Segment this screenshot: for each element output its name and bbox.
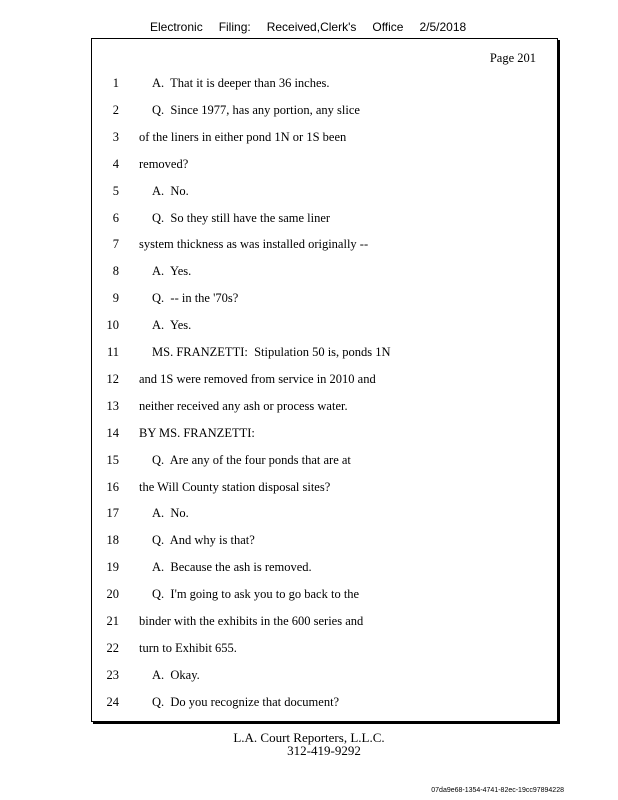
line-number: 5 [112,183,119,198]
line-number: 17 [106,506,119,521]
transcript-line: Q. Are any of the four ponds that are at [152,452,351,467]
filing-date: 2/5/2018 [419,20,467,34]
transcript-line: A. Because the ash is removed. [152,560,312,575]
transcript-line: A. Okay. [152,667,200,682]
reporter-footer [0,731,618,757]
transcript-line: Q. And why is that? [152,533,255,548]
transcript-line: binder with the exhibits in the 600 series and [139,614,364,628]
transcript-line: A. Yes. [152,264,192,279]
line-number: 18 [106,533,119,548]
transcript-line: Q. Do you recognize that document? [152,694,340,709]
line-number: 19 [106,560,119,575]
transcript-line: Q. So they still have the same liner [152,210,331,225]
transcript-line: of the liners in either pond 1N or 1S been [139,129,347,144]
transcript-line: turn to Exhibit 655. [139,640,237,655]
line-number: 7 [112,237,119,252]
filing-label-filing: Filing: [218,20,251,34]
line-number: 22 [106,640,119,655]
filing-label-received: Received,Clerk's [266,20,357,34]
line-number: 1 [112,76,119,90]
page-number: Page 201 [489,51,536,65]
transcript-line: MS. FRANZETTI: Stipulation 50 is, ponds 1N [152,345,391,359]
line-number: 3 [112,129,119,144]
line-number: 16 [106,479,119,494]
line-number: 14 [106,425,119,440]
transcript-line: A. No. [152,183,189,198]
line-number: 6 [112,210,119,225]
transcript-line: Q. Since 1977, has any portion, any slice [152,102,360,117]
filing-label-electronic: Electronic [150,20,203,34]
transcript-line: Q. I'm going to ask you to go back to the [152,587,360,602]
transcript-page-frame [91,38,558,722]
line-number: 11 [106,345,119,359]
electronic-filing-stamp [150,20,482,34]
line-number: 24 [106,694,119,709]
transcript-line: neither received any ash or process water. [139,398,348,413]
line-number: 8 [112,264,119,279]
line-number: 12 [106,371,119,386]
line-number: 10 [106,318,119,333]
line-number: 23 [106,667,119,682]
transcript-line: BY MS. FRANZETTI: [139,425,255,440]
transcript-line: Q. -- in the '70s? [152,291,239,306]
line-number: 13 [106,398,119,413]
line-number: 21 [106,614,119,628]
line-number: 4 [112,156,119,171]
transcript-line: A. That it is deeper than 36 inches. [152,76,330,90]
reporter-company: L.A. Court Reporters, L.L.C. [233,730,385,745]
transcript-line: A. No. [152,506,189,521]
line-number: 15 [106,452,119,467]
filing-label-office: Office [372,20,404,34]
reporter-phone: 312-419-9292 [287,743,361,758]
line-number: 2 [112,102,119,117]
line-number: 9 [112,291,119,306]
document-id: 07da9e68-1354-4741-82ec-19cc97894228 [431,787,564,794]
transcript-line: removed? [139,156,189,171]
transcript-line: and 1S were removed from service in 2010 and [139,371,376,386]
transcript-line: the Will County station disposal sites? [139,479,331,494]
transcript-line: system thickness as was installed originally -- [139,237,369,252]
line-number: 20 [106,587,119,602]
transcript-line: A. Yes. [152,318,192,333]
